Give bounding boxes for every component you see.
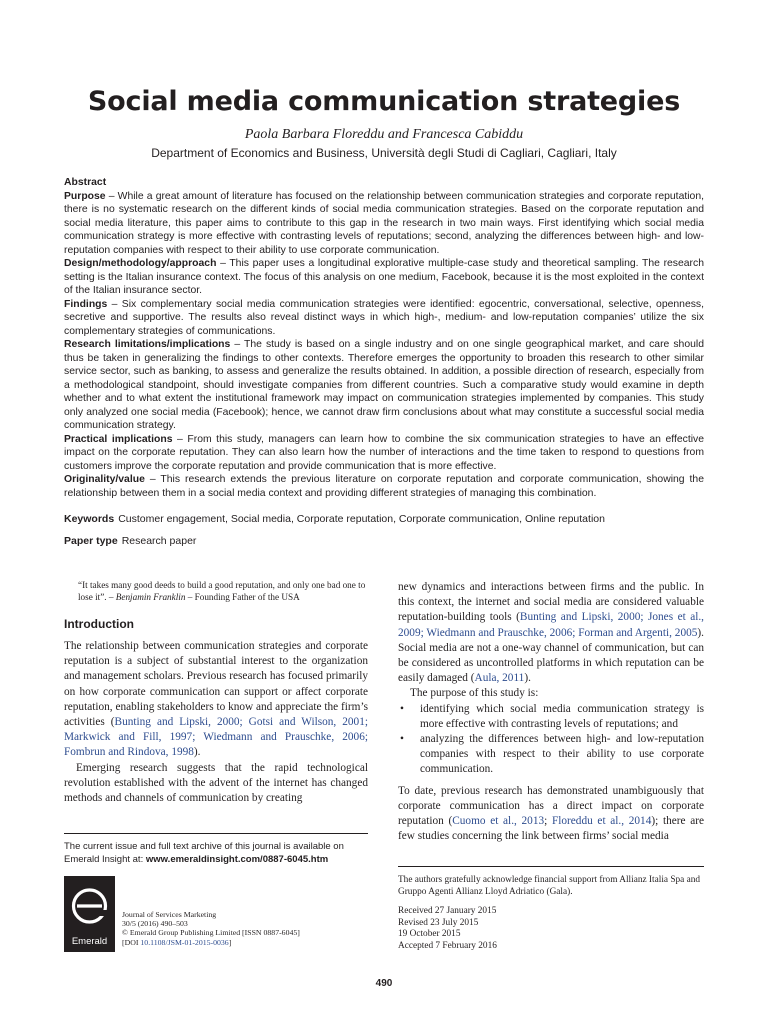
acknowledgement-footnote: The authors gratefully acknowledge financial support from Allianz Italia Spa and Gruppo Agenti Allianz Lloyd Adriatico (Gala). <box>398 866 704 898</box>
epigraph-quote: “It takes many good deeds to build a good reputation, and only one bad one to lose it”. – <box>78 580 366 602</box>
abstract-heading: Abstract <box>64 177 107 188</box>
right-paragraph-3 <box>398 784 704 845</box>
purpose-list <box>398 702 704 778</box>
intro-paragraph-1 <box>64 639 368 761</box>
purpose-intro: The purpose of this study is: <box>410 687 539 700</box>
abstract-originality-text: – This research extends the previous literature on corporate reputation and corporate communication, showing the relationship between them in a social media context and providing different strategies of managing this combination. <box>64 474 704 499</box>
purpose-bullet-2: • analyzing the differences between high- and low-reputation companies with respect to their ability to use corporate communication. <box>420 732 704 778</box>
emerald-logo-word: Emerald <box>71 936 108 947</box>
abstract-findings-text: – Six complementary social media communication strategies were identified: egocentric, conversational, selective, openness, secretive and supportive. The results also reveal distinct ways in which high-, medium- and low-reputation companies’ utilize the six complementary strategies of communications. <box>64 298 704 337</box>
abstract-originality-label: Originality/value <box>64 474 145 485</box>
right-p1-citations[interactable]: Bunting and Lipski, 2000; Jones et al., 2009; Wiedmann and Prauschke, 2006; Forman and Argenti, 2005 <box>398 611 704 639</box>
abstract-practical <box>64 433 704 474</box>
author-affiliation: Department of Economics and Business, Università degli Studi di Cagliari, Cagliari, Italy <box>151 146 617 160</box>
abstract-practical-label: Practical implications <box>64 433 173 445</box>
paper-authors: Paola Barbara Floreddu and Francesca Cabiddu <box>244 127 524 142</box>
abstract-design-text: – This paper uses a longitudinal explorative multiple-case study and theoretical sampling. The research setting is the Italian insurance context. The focus of this analysis on one medium, Facebook, because it is the most exploited in the context of the Italian insurance sector. <box>64 258 704 296</box>
epigraph <box>78 580 368 603</box>
paper-title: Social media communication strategies <box>87 86 681 117</box>
right-column <box>398 580 704 844</box>
abstract-design-label: Design/methodology/approach <box>64 258 217 269</box>
intro-p1-end: ). <box>193 746 201 759</box>
date-revised: Revised 23 July 2015 <box>398 917 479 928</box>
epigraph-author: Benjamin Franklin <box>115 591 186 602</box>
emerald-logo <box>64 876 115 952</box>
journal-info <box>122 910 372 947</box>
page-number: 490 <box>375 978 393 989</box>
journal-copyright: © Emerald Group Publishing Limited [ISSN 0887-6045] <box>122 928 300 938</box>
doi-link[interactable]: 10.1108/JSM-01-2015-0036 <box>140 937 229 947</box>
abstract-findings <box>64 298 704 339</box>
right-p3-end: ); there are few studies concerning the link between firms’ social media <box>398 815 704 843</box>
right-p1-end: ). <box>524 672 531 685</box>
abstract-purpose-label: Purpose <box>64 190 106 202</box>
abstract-block <box>64 176 704 500</box>
keywords-line <box>64 513 704 525</box>
doi-prefix: [DOI <box>122 937 141 947</box>
intro-paragraph-2: Emerging research suggests that the rapid technological revolution established with the advent of the internet has changed methods and channels of communication by creating <box>64 761 368 805</box>
abstract-practical-text: – From this study, managers can learn how to combine the six communication strategies to have an effective impact on the corporate reputation. They can also learn how the number of interactions and the time taken to respond to questions from customers improve the corporate reputation and provide communication that is more effective. <box>64 433 704 472</box>
right-paragraph-1 <box>398 580 704 686</box>
archive-text: The current issue and full text archive of this journal is available on Emerald Insight at: <box>64 841 344 865</box>
journal-name: Journal of Services Marketing <box>122 910 217 919</box>
emerald-e-icon <box>64 876 115 936</box>
right-p3-text: To date, previous research has demonstrated unambiguously that corporate communication has a direct impact on corporate reputation ( <box>398 784 704 828</box>
date-accepted: Accepted 7 February 2016 <box>398 940 497 951</box>
epigraph-role: – Founding Father of the USA <box>185 591 300 602</box>
journal-doi <box>122 938 372 947</box>
article-dates <box>398 906 497 952</box>
abstract-limitations-text: – The study is based on a single industry and on one single geographical market, and care should thus be taken in generalizing the findings to other contexts. Therefore emerges the opportunity to broaden this research to other similar service sector, such as banking, to assess and generalize the results obtained. In addition, a possible direction of research, especially from a methodological standpoint, should investigate companies from different countries. Such a comparative study would examine in depth whether and to what extent the institutional framework may impact on communication strategies implemented by companies. This study only analyzed one social media (Facebook); hence, we cannot draw firm conclusions about what may constitute a successful social media communication strategy. <box>64 339 704 431</box>
paper-type-label: Paper type <box>64 535 118 547</box>
archive-footnote <box>64 833 368 866</box>
keywords-text: Customer engagement, Social media, Corporate reputation, Corporate communication, Online reputation <box>118 513 605 525</box>
abstract-limitations <box>64 338 704 433</box>
right-p1-mid: ). Social media are not a one-way channel of communication, but can be considered as uncontrolled platforms in which reputation can be easily damaged ( <box>398 626 704 685</box>
abstract-limitations-label: Research limitations/implications <box>64 339 231 350</box>
doi-suffix: ] <box>228 937 232 947</box>
paper-type-line <box>64 535 704 547</box>
right-p1-text: new dynamics and interactions between firms and the public. In this context, the internet and social media are considered valuable reputation-building tools ( <box>398 581 704 624</box>
left-column <box>64 580 368 806</box>
abstract-purpose <box>64 190 704 258</box>
purpose-bullet-1: • identifying which social media communication strategy is more effective with contrasting levels of reputations; and <box>420 702 704 732</box>
intro-p1-citations[interactable]: Bunting and Lipski, 2000; Gotsi and Wilson, 2001; Markwick and Fill, 1997; Wiedmann and Prauschke, 2006; Fombrun and Rindova, 1998 <box>64 716 368 759</box>
abstract-purpose-text: – While a great amount of literature has focused on the relationship between communication strategies and corporate reputation, there is no systematic research on the different kinds of social media communication strategies. Based on the corporate reputation and social media literature, this paper aims to contribute to this gap in the research in two main ways. First identifying which social media communication strategy is more effective with contrasting levels of reputations; second, analyzing the differences between high- and low-reputation companies with respect to their ability to use corporate communication. <box>64 190 704 256</box>
right-p3-citation-floreddu[interactable]: Floreddu et al., 2014 <box>551 815 652 828</box>
right-p3-citation-cuomo[interactable]: Cuomo et al., 2013 <box>452 815 545 828</box>
abstract-findings-label: Findings <box>64 298 108 310</box>
abstract-originality <box>64 473 704 500</box>
keywords-label: Keywords <box>64 513 115 525</box>
journal-volume: 30/5 (2016) 490–503 <box>122 919 188 929</box>
archive-url-link[interactable]: www.emeraldinsight.com/0887-6045.htm <box>145 853 329 865</box>
date-received: Received 27 January 2015 <box>398 906 497 916</box>
intro-p1-text: The relationship between communication strategies and corporate reputation is a subject of substantial interest to the organization and management scholars. Previous research has focused primarily on how corporate communication can support or affect corporate reputation, enabling stakeholders to know and appreciate the firm’s activities ( <box>64 640 368 729</box>
abstract-design <box>64 257 704 298</box>
date-revised-2: 19 October 2015 <box>398 929 461 939</box>
paper-type-text: Research paper <box>121 535 197 547</box>
right-p1-citation-aula[interactable]: Aula, 2011 <box>474 672 525 685</box>
introduction-heading: Introduction <box>64 617 134 631</box>
right-p3-sep: ; <box>544 815 552 828</box>
